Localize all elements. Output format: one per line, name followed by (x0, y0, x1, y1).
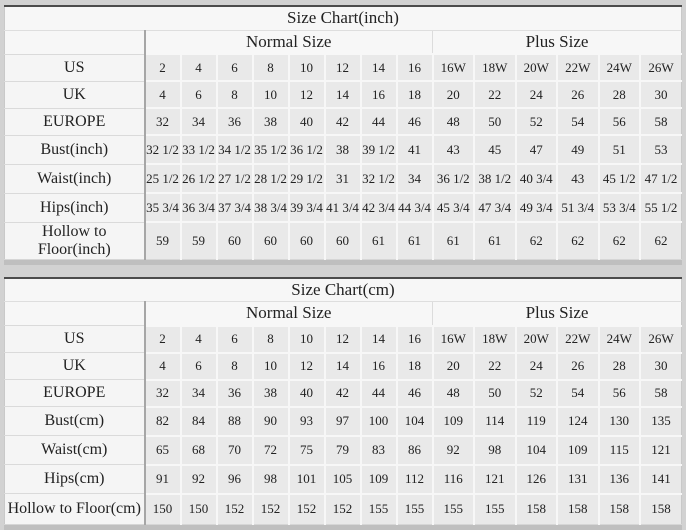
size-cell: 22W (557, 54, 599, 81)
size-cell: 43 (433, 135, 475, 164)
size-cell: 155 (397, 494, 433, 525)
size-cell: 152 (253, 494, 289, 525)
size-cell: 158 (516, 494, 558, 525)
row-label: EUROPE (5, 380, 145, 407)
size-cell: 158 (557, 494, 599, 525)
size-cell: 112 (397, 465, 433, 494)
size-cell: 96 (217, 465, 253, 494)
size-cell: 109 (361, 465, 397, 494)
size-cell: 32 1/2 (145, 135, 181, 164)
size-cell: 6 (217, 54, 253, 81)
size-cell: 28 1/2 (253, 164, 289, 193)
size-cell: 141 (640, 465, 682, 494)
size-cell: 28 (599, 353, 641, 380)
size-cell: 97 (325, 407, 361, 436)
title-row (5, 6, 682, 30)
corner-cell (5, 302, 145, 326)
size-cell: 44 3/4 (397, 193, 433, 222)
size-cell: 26 (557, 353, 599, 380)
row-label: EUROPE (5, 108, 145, 135)
size-cell: 22 (474, 81, 516, 108)
size-cell: 36 1/2 (289, 135, 325, 164)
table-row (5, 108, 682, 135)
size-cell: 38 (253, 380, 289, 407)
size-cell: 30 (640, 353, 682, 380)
table-title: Size Chart(inch) (5, 6, 682, 30)
size-cell: 82 (145, 407, 181, 436)
size-cell: 20 (433, 81, 475, 108)
size-cell: 62 (640, 222, 682, 259)
size-cell: 152 (325, 494, 361, 525)
size-cell: 92 (433, 436, 475, 465)
size-cell: 47 1/2 (640, 164, 682, 193)
size-cell: 51 (599, 135, 641, 164)
size-cell: 150 (145, 494, 181, 525)
size-cell: 54 (557, 108, 599, 135)
size-cell: 38 3/4 (253, 193, 289, 222)
size-cell: 16W (433, 54, 475, 81)
size-cell: 26 1/2 (181, 164, 217, 193)
size-cell: 52 (516, 108, 558, 135)
size-cell: 47 (516, 135, 558, 164)
size-cell: 14 (325, 81, 361, 108)
size-cell: 18 (397, 81, 433, 108)
size-cell: 152 (289, 494, 325, 525)
row-label: US (5, 326, 145, 353)
row-label: Hollow to Floor(cm) (5, 494, 145, 525)
size-cell: 53 (640, 135, 682, 164)
size-cell: 46 (397, 108, 433, 135)
size-cell: 50 (474, 108, 516, 135)
size-cell: 109 (557, 436, 599, 465)
size-cell: 32 (145, 380, 181, 407)
size-cell: 20W (516, 326, 558, 353)
size-cell: 44 (361, 108, 397, 135)
group-header-row (5, 302, 682, 326)
size-cell: 36 (217, 108, 253, 135)
size-cell: 155 (474, 494, 516, 525)
size-cell: 12 (325, 326, 361, 353)
size-cell: 26W (640, 54, 682, 81)
row-label: Hips(inch) (5, 193, 145, 222)
size-cell: 100 (361, 407, 397, 436)
size-cell: 40 (289, 380, 325, 407)
size-cell: 30 (640, 81, 682, 108)
size-cell: 16 (397, 54, 433, 81)
size-cell: 158 (640, 494, 682, 525)
size-cell: 2 (145, 54, 181, 81)
size-cell: 27 1/2 (217, 164, 253, 193)
size-cell: 56 (599, 108, 641, 135)
size-cell: 36 (217, 380, 253, 407)
size-cell: 42 (325, 108, 361, 135)
size-cell: 41 (397, 135, 433, 164)
size-cell: 136 (599, 465, 641, 494)
size-cell: 16 (361, 81, 397, 108)
size-cell: 131 (557, 465, 599, 494)
size-cell: 58 (640, 380, 682, 407)
size-cell: 79 (325, 436, 361, 465)
size-cell: 8 (217, 353, 253, 380)
size-cell: 61 (433, 222, 475, 259)
row-label: US (5, 54, 145, 81)
size-cell: 43 (557, 164, 599, 193)
size-cell: 6 (217, 326, 253, 353)
size-cell: 93 (289, 407, 325, 436)
size-cell: 109 (433, 407, 475, 436)
table-row (5, 54, 682, 81)
size-cell: 65 (145, 436, 181, 465)
size-cell: 12 (325, 54, 361, 81)
size-cell: 33 1/2 (181, 135, 217, 164)
row-label: Bust(inch) (5, 135, 145, 164)
size-cell: 32 (145, 108, 181, 135)
size-cell: 55 1/2 (640, 193, 682, 222)
size-cell: 86 (397, 436, 433, 465)
size-cell: 49 3/4 (516, 193, 558, 222)
size-cell: 35 1/2 (253, 135, 289, 164)
size-cell: 150 (181, 494, 217, 525)
size-cell: 104 (397, 407, 433, 436)
size-cell: 84 (181, 407, 217, 436)
size-cell: 24 (516, 81, 558, 108)
row-label: Waist(inch) (5, 164, 145, 193)
size-cell: 44 (361, 380, 397, 407)
size-cell: 119 (516, 407, 558, 436)
size-cell: 48 (433, 108, 475, 135)
size-cell: 38 (253, 108, 289, 135)
table-row (5, 135, 682, 164)
size-cell: 12 (289, 81, 325, 108)
size-cell: 61 (361, 222, 397, 259)
table-row (5, 353, 682, 380)
size-cell: 48 (433, 380, 475, 407)
size-cell: 4 (145, 353, 181, 380)
size-cell: 22W (557, 326, 599, 353)
size-chart-table (4, 277, 682, 526)
size-cell: 36 3/4 (181, 193, 217, 222)
size-cell: 115 (599, 436, 641, 465)
size-cell: 72 (253, 436, 289, 465)
size-cell: 98 (253, 465, 289, 494)
size-cell: 20 (433, 353, 475, 380)
size-cell: 39 1/2 (361, 135, 397, 164)
group-header-normal-size: Normal Size (145, 302, 433, 326)
size-cell: 121 (640, 436, 682, 465)
size-cell: 62 (599, 222, 641, 259)
size-cell: 62 (557, 222, 599, 259)
size-cell: 14 (361, 54, 397, 81)
table-title: Size Chart(cm) (5, 278, 682, 302)
size-cell: 8 (253, 326, 289, 353)
size-cell: 61 (474, 222, 516, 259)
table-row (5, 407, 682, 436)
size-cell: 4 (181, 54, 217, 81)
size-cell: 18W (474, 326, 516, 353)
size-cell: 42 (325, 380, 361, 407)
size-cell: 62 (516, 222, 558, 259)
size-cell: 88 (217, 407, 253, 436)
table-row (5, 222, 682, 259)
size-cell: 20W (516, 54, 558, 81)
size-cell: 135 (640, 407, 682, 436)
group-header-row (5, 30, 682, 54)
size-cell: 24W (599, 54, 641, 81)
size-cell: 6 (181, 81, 217, 108)
size-cell: 58 (640, 108, 682, 135)
size-cell: 25 1/2 (145, 164, 181, 193)
size-cell: 47 3/4 (474, 193, 516, 222)
size-cell: 40 (289, 108, 325, 135)
size-cell: 34 (181, 380, 217, 407)
size-cell: 8 (217, 81, 253, 108)
size-cell: 70 (217, 436, 253, 465)
size-cell: 54 (557, 380, 599, 407)
size-cell: 158 (599, 494, 641, 525)
size-cell: 10 (253, 353, 289, 380)
size-cell: 39 3/4 (289, 193, 325, 222)
size-cell: 38 (325, 135, 361, 164)
size-cell: 14 (325, 353, 361, 380)
size-cell: 60 (325, 222, 361, 259)
size-cell: 56 (599, 380, 641, 407)
size-cell: 10 (289, 326, 325, 353)
size-cell: 34 (181, 108, 217, 135)
size-cell: 104 (516, 436, 558, 465)
size-cell: 42 3/4 (361, 193, 397, 222)
size-cell: 18W (474, 54, 516, 81)
size-cell: 41 3/4 (325, 193, 361, 222)
size-cell: 49 (557, 135, 599, 164)
size-cell: 18 (397, 353, 433, 380)
size-cell: 38 1/2 (474, 164, 516, 193)
size-cell: 98 (474, 436, 516, 465)
size-cell: 45 3/4 (433, 193, 475, 222)
size-cell: 28 (599, 81, 641, 108)
size-cell: 114 (474, 407, 516, 436)
size-cell: 101 (289, 465, 325, 494)
size-cell: 105 (325, 465, 361, 494)
size-cell: 26 (557, 81, 599, 108)
size-cell: 46 (397, 380, 433, 407)
size-cell: 32 1/2 (361, 164, 397, 193)
size-cell: 8 (253, 54, 289, 81)
size-cell: 53 3/4 (599, 193, 641, 222)
row-label: Waist(cm) (5, 436, 145, 465)
size-cell: 60 (253, 222, 289, 259)
size-cell: 29 1/2 (289, 164, 325, 193)
size-cell: 51 3/4 (557, 193, 599, 222)
size-cell: 155 (433, 494, 475, 525)
size-cell: 31 (325, 164, 361, 193)
size-cell: 10 (289, 54, 325, 81)
table-row (5, 81, 682, 108)
size-cell: 124 (557, 407, 599, 436)
size-cell: 16 (361, 353, 397, 380)
size-cell: 116 (433, 465, 475, 494)
size-cell: 45 1/2 (599, 164, 641, 193)
size-cell: 6 (181, 353, 217, 380)
title-row (5, 278, 682, 302)
size-cell: 59 (181, 222, 217, 259)
size-cell: 34 (397, 164, 433, 193)
table-row (5, 380, 682, 407)
size-cell: 24 (516, 353, 558, 380)
row-label: UK (5, 353, 145, 380)
size-cell: 152 (217, 494, 253, 525)
table-row (5, 193, 682, 222)
size-cell: 92 (181, 465, 217, 494)
row-label: UK (5, 81, 145, 108)
size-cell: 2 (145, 326, 181, 353)
row-label: Bust(cm) (5, 407, 145, 436)
group-header-plus-size: Plus Size (433, 302, 682, 326)
size-cell: 61 (397, 222, 433, 259)
size-cell: 59 (145, 222, 181, 259)
size-cell: 36 1/2 (433, 164, 475, 193)
size-cell: 126 (516, 465, 558, 494)
size-cell: 24W (599, 326, 641, 353)
size-cell: 34 1/2 (217, 135, 253, 164)
table-row (5, 494, 682, 525)
size-chart-table (4, 5, 682, 260)
size-cell: 16W (433, 326, 475, 353)
size-cell: 10 (253, 81, 289, 108)
size-cell: 155 (361, 494, 397, 525)
table-row (5, 465, 682, 494)
size-cell: 26W (640, 326, 682, 353)
size-cell: 22 (474, 353, 516, 380)
size-cell: 130 (599, 407, 641, 436)
table-row (5, 164, 682, 193)
size-cell: 90 (253, 407, 289, 436)
size-cell: 91 (145, 465, 181, 494)
table-row (5, 326, 682, 353)
size-cell: 35 3/4 (145, 193, 181, 222)
row-label: Hips(cm) (5, 465, 145, 494)
size-cell: 14 (361, 326, 397, 353)
size-cell: 4 (145, 81, 181, 108)
group-header-plus-size: Plus Size (433, 30, 682, 54)
size-cell: 37 3/4 (217, 193, 253, 222)
size-cell: 68 (181, 436, 217, 465)
size-cell: 40 3/4 (516, 164, 558, 193)
size-cell: 50 (474, 380, 516, 407)
table-row (5, 436, 682, 465)
size-cell: 12 (289, 353, 325, 380)
size-cell: 83 (361, 436, 397, 465)
size-cell: 45 (474, 135, 516, 164)
size-cell: 4 (181, 326, 217, 353)
corner-cell (5, 30, 145, 54)
size-cell: 75 (289, 436, 325, 465)
size-cell: 16 (397, 326, 433, 353)
size-cell: 52 (516, 380, 558, 407)
size-cell: 60 (217, 222, 253, 259)
size-cell: 60 (289, 222, 325, 259)
size-cell: 121 (474, 465, 516, 494)
row-label: Hollow to Floor(inch) (5, 222, 145, 259)
group-header-normal-size: Normal Size (145, 30, 433, 54)
